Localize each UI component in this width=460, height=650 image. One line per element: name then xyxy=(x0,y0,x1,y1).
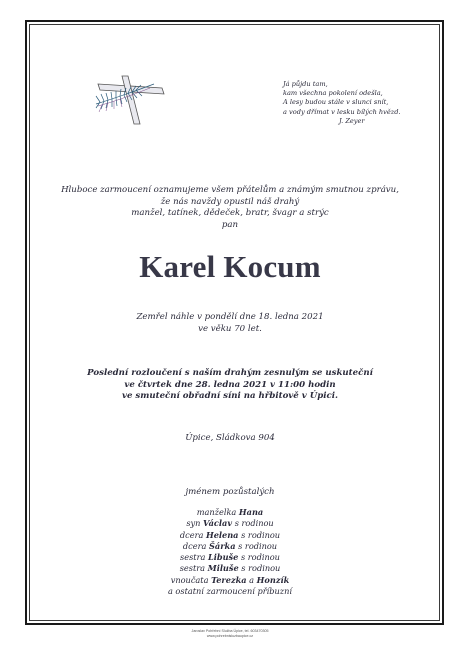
poem-line: A lesy budou stále v slunci snít, xyxy=(283,98,389,107)
mourner-row: dcera Šárka s rodinou xyxy=(182,540,278,551)
mourner-row: sestra Libuše s rodinou xyxy=(180,552,280,563)
mourner-row-grandchildren: vnoučata Terezka a Honzík xyxy=(170,574,290,585)
funeral-line: ve čtvrtek dne 28. ledna 2021 v 11:00 hodin xyxy=(124,379,336,390)
poem-author: J. Zeyer xyxy=(339,116,365,125)
mourner-row: sestra Miluše s rodinou xyxy=(179,563,281,574)
mourner-row: manželka Hana xyxy=(196,507,264,517)
poem-line: Já půjdu tam, xyxy=(283,80,328,88)
death-line: Zemřel náhle v pondělí dne 18. ledna 2021 xyxy=(136,312,324,322)
mourner-row: dcera Helena s rodinou xyxy=(179,529,281,540)
intro-line: pan xyxy=(221,219,239,230)
footer-line: www.pohrebnisluzbaupice.cz xyxy=(206,634,254,638)
funeral-line: Poslední rozloučení s naším drahým zesnulým se uskuteční xyxy=(87,368,373,378)
mourner-closing: a ostatní zarmoucení příbuzní xyxy=(167,586,293,597)
death-notice xyxy=(0,312,460,335)
poem-line: kam všechna pokolení odešla, xyxy=(283,89,383,98)
mourner-row: syn Václav s rodinou xyxy=(186,518,274,529)
announcement-intro xyxy=(0,185,460,231)
intro-line: Hluboce zarmoucení oznamujeme všem přátelům a známým smutnou zprávu, xyxy=(61,185,399,195)
poem-line: a vody dřímat v lesku bílých hvězd. xyxy=(283,107,401,116)
funeral-line: ve smuteční obřadní síni na hřbitově v Úpici. xyxy=(121,391,339,401)
cross-with-palm-icon xyxy=(92,74,184,126)
mourners-list xyxy=(0,507,460,597)
death-line: ve věku 70 let. xyxy=(198,323,262,334)
footer-line: Jaroslav Pohřební Služba Úpice, tel. 603470305 xyxy=(191,629,269,633)
mourners-heading: jménem pozůstalých xyxy=(185,487,275,497)
funeral-service-footer xyxy=(0,629,460,639)
address: Úpice, Sládkova 904 xyxy=(185,433,275,443)
funeral-info xyxy=(0,368,460,403)
poem xyxy=(283,80,401,126)
intro-line: manžel, tatínek, dědeček, bratr, švagr a strýc xyxy=(131,208,329,218)
intro-line: že nás navždy opustil náš drahý xyxy=(160,196,300,207)
deceased-name: Karel Kocum xyxy=(139,249,321,284)
